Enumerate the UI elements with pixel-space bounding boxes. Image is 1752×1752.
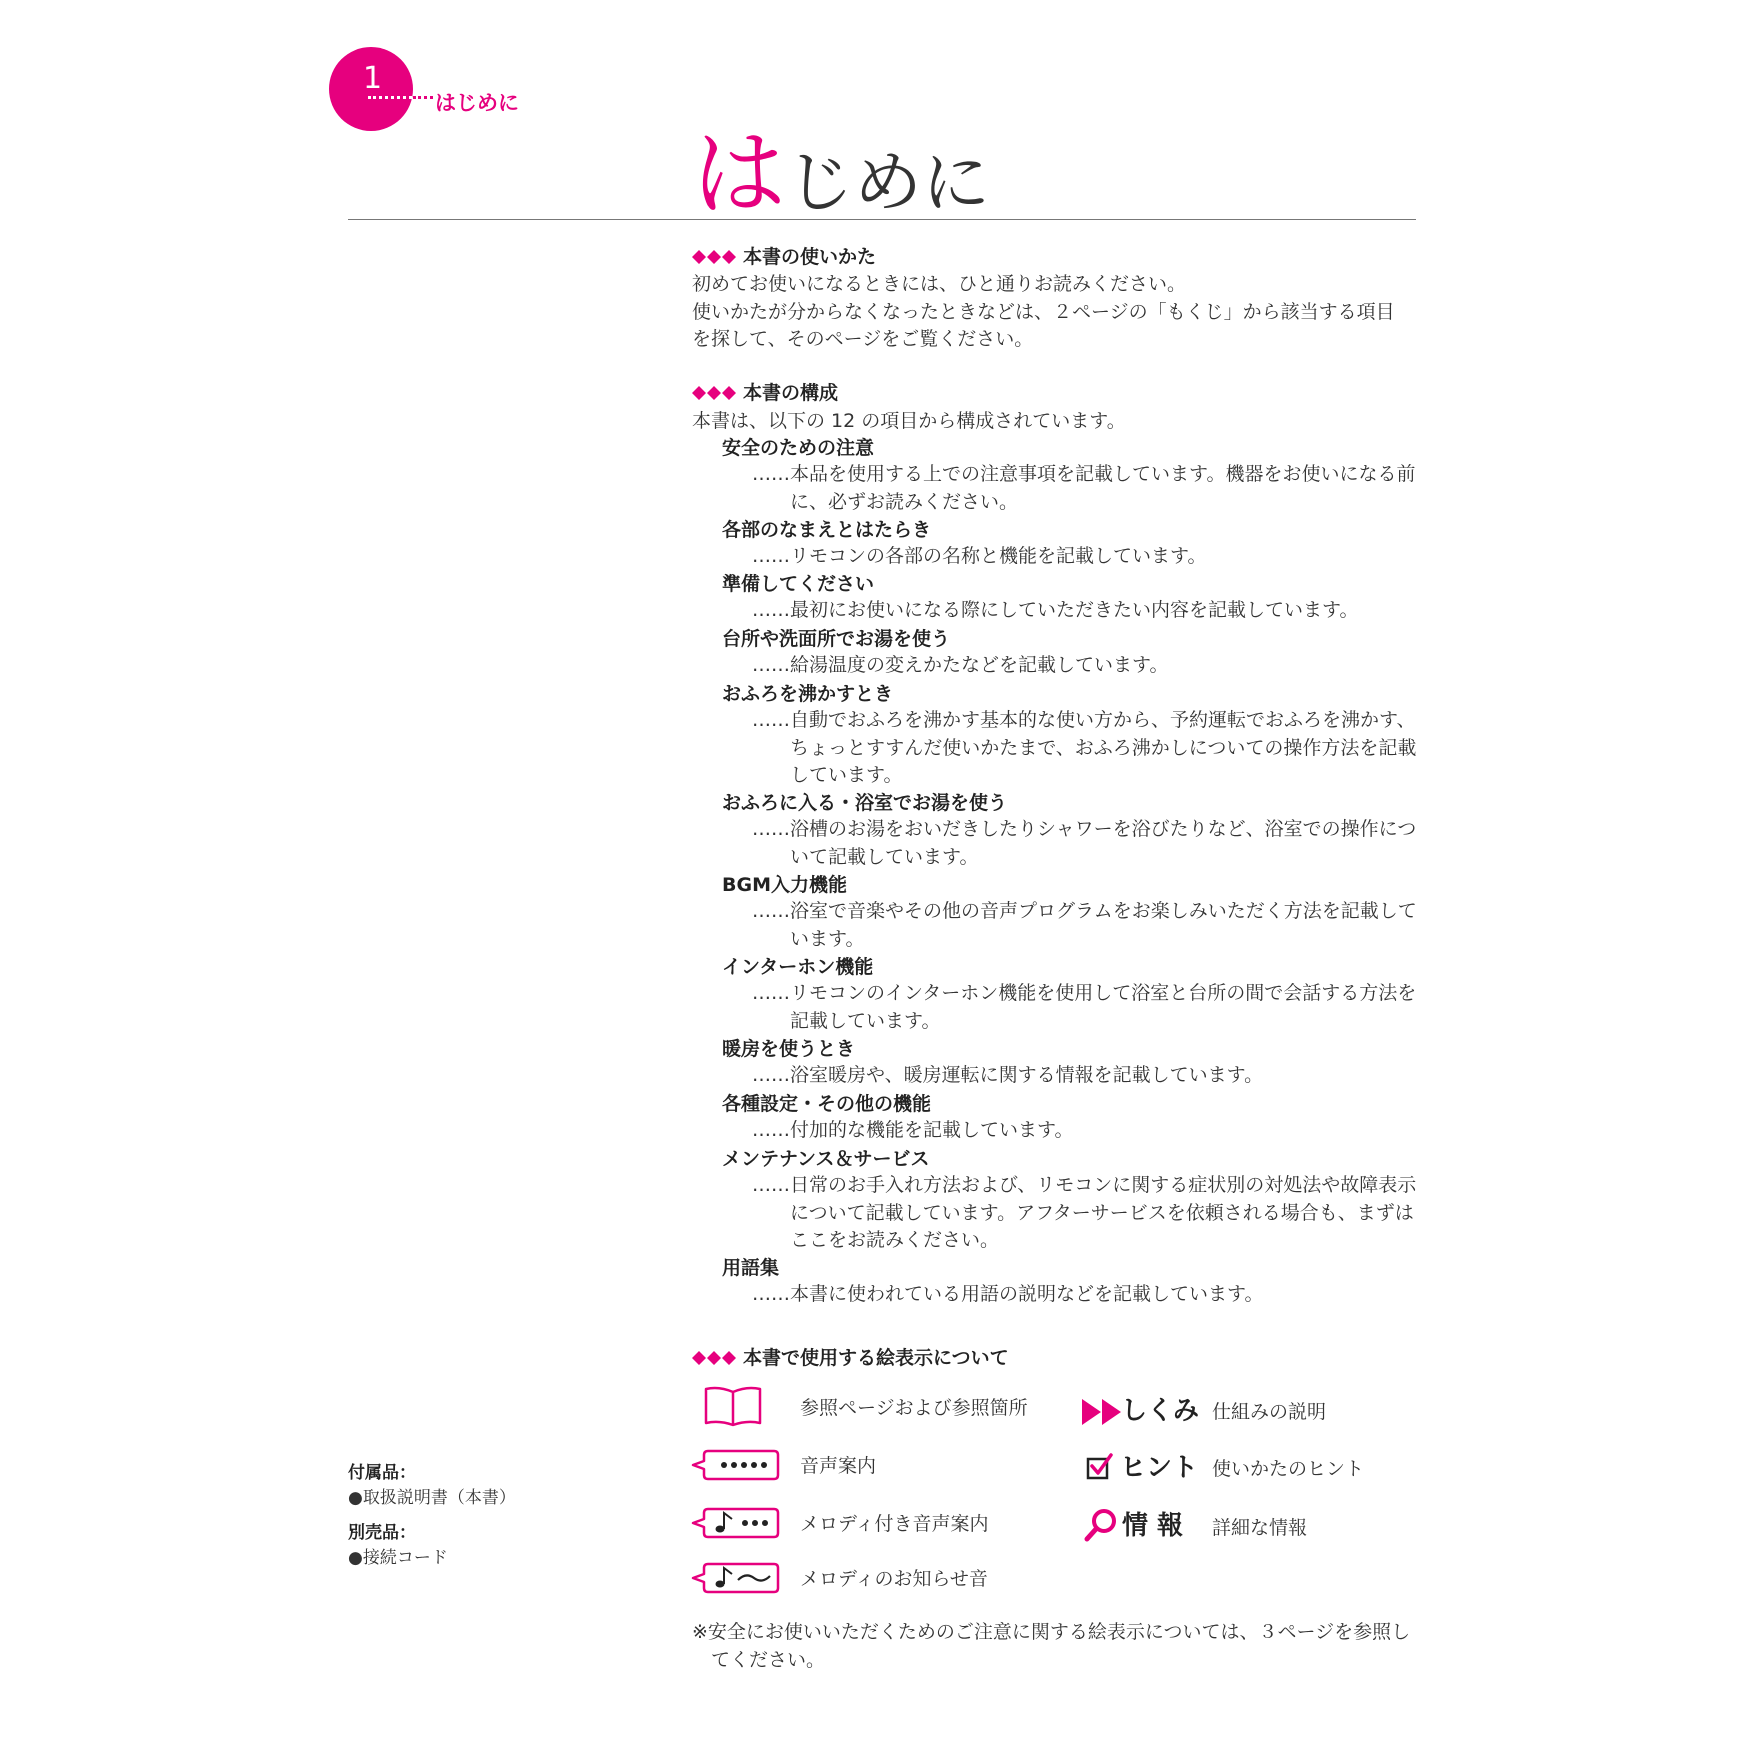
structure-item-desc: ……給湯温度の変えかたなどを記載しています。 [752, 654, 1169, 676]
chapter-leader-dots-outer [413, 96, 433, 99]
structure-item-desc: ……最初にお使いになる際にしていただきたい内容を記載しています。 [752, 599, 1359, 621]
structure-item-title: メンテナンス＆サービス [722, 1148, 930, 1170]
diamonds-icon [692, 1351, 736, 1365]
usage-line: を探して、そのページをご覧ください。 [692, 328, 1034, 350]
legend-tag-info: 情 報 [1122, 1511, 1184, 1541]
structure-item-title: 台所や洗面所でお湯を使う [722, 628, 951, 650]
structure-item-title: 準備してください [722, 573, 875, 595]
usage-paragraph [692, 271, 1422, 354]
chapter-label: はじめに [435, 91, 519, 115]
section-heading-text: 本書で使用する絵表示について [743, 1347, 1009, 1369]
melody-notification-icon [690, 1560, 780, 1596]
melody-voice-guide-icon [690, 1505, 780, 1541]
play-arrows-icon [1082, 1399, 1122, 1425]
accessories-item: ●取扱説明書（本書） [348, 1488, 516, 1508]
structure-item-title: 各種設定・その他の機能 [722, 1093, 932, 1115]
structure-item-desc: ……リモコンの各部の名称と機能を記載しています。 [752, 545, 1207, 567]
page-title-rest: じめに [786, 144, 991, 223]
structure-item-desc: ……浴槽のお湯をおいだきしたりシャワーを浴びたりなど、浴室での操作について記載しています。 [752, 818, 1417, 868]
sold-separately-item: ●接続コード [348, 1548, 448, 1568]
section-heading-text: 本書の構成 [743, 382, 839, 404]
sold-separately-heading: 別売品： [348, 1523, 416, 1543]
section-heading-structure [692, 380, 838, 406]
structure-item-desc: ……リモコンのインターホン機能を使用して浴室と台所の間で会話する方法を記載しています。 [752, 982, 1417, 1032]
structure-item-title: おふろを沸かすとき [722, 683, 894, 705]
legend-tag-hint: ヒント [1120, 1453, 1199, 1483]
structure-item-desc: ……浴室暖房や、暖房運転に関する情報を記載しています。 [752, 1064, 1264, 1086]
structure-item-desc: ……本品を使用する上での注意事項を記載しています。機器をお使いになる前に、必ずお読みください。 [752, 463, 1416, 513]
section-heading-text: 本書の使いかた [743, 246, 877, 268]
footnote: ※安全にお使いいただくためのご注意に関する絵表示については、３ページを参照してください。 [692, 1621, 1411, 1671]
structure-item-desc: ……付加的な機能を記載しています。 [752, 1119, 1074, 1141]
page-title [692, 120, 990, 256]
structure-intro: 本書は、以下の 12 の項目から構成されています。 [692, 410, 1126, 432]
structure-item-title: おふろに入る・浴室でお湯を使う [722, 792, 1008, 814]
accessories-heading: 付属品： [348, 1463, 416, 1483]
magnifier-icon [1084, 1507, 1120, 1543]
diamonds-icon [692, 250, 736, 264]
structure-item-title: 暖房を使うとき [722, 1038, 856, 1060]
title-divider [348, 219, 1416, 220]
structure-item-desc: ……日常のお手入れ方法および、リモコンに関する症状別の対処法や故障表示について記載しています。アフターサービスを依頼される場合も、まずはここをお読みください。 [752, 1174, 1417, 1251]
usage-line: 使いかたが分からなくなったときなどは、２ページの「もくじ」から該当する項目 [692, 300, 1395, 323]
structure-item-title: 安全のための注意 [722, 437, 875, 459]
checkbox-icon [1086, 1453, 1114, 1481]
section-heading-usage [692, 244, 876, 270]
legend-label-mechanism: 仕組みの説明 [1212, 1401, 1327, 1423]
legend-label-melody-voice: メロディ付き音声案内 [800, 1513, 989, 1535]
chapter-number: 1 [363, 61, 383, 96]
section-heading-icons [692, 1345, 1009, 1371]
structure-item-desc: ……浴室で音楽やその他の音声プログラムをお楽しみいただく方法を記載しています。 [752, 900, 1417, 950]
structure-item-title: 用語集 [722, 1257, 780, 1279]
structure-item-title: インターホン機能 [722, 956, 874, 978]
legend-label-book: 参照ページおよび参照箇所 [800, 1397, 1028, 1419]
legend-label-melody-notification: メロディのお知らせ音 [800, 1568, 988, 1590]
structure-item-desc: ……本書に使われている用語の説明などを記載しています。 [752, 1283, 1264, 1305]
structure-item-title: BGM入力機能 [722, 874, 847, 896]
structure-item-title: 各部のなまえとはたらき [722, 519, 932, 541]
voice-guide-icon [690, 1447, 780, 1483]
usage-line: 初めてお使いになるときには、ひと通りお読みください。 [692, 273, 1187, 295]
page-title-first-char: は [692, 120, 787, 229]
legend-label-hint: 使いかたのヒント [1212, 1458, 1365, 1480]
legend-label-info: 詳細な情報 [1212, 1517, 1308, 1539]
legend-tag-mechanism: しくみ [1121, 1396, 1200, 1426]
legend-label-voice: 音声案内 [800, 1455, 877, 1477]
book-icon [702, 1385, 764, 1429]
structure-item-desc: ……自動でおふろを沸かす基本的な使い方から、予約運転でおふろを沸かす、ちょっとすすんだ使いかたまで、おふろ沸かしについての操作方法を記載しています。 [752, 709, 1417, 786]
diamonds-icon [692, 386, 736, 400]
